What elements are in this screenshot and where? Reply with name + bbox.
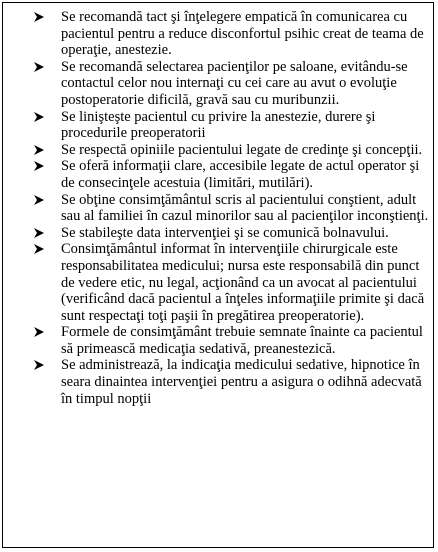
list-item	[34, 109, 434, 142]
document-frame	[2, 2, 434, 548]
arrowhead-bullet-icon	[34, 228, 44, 238]
list-item	[34, 357, 434, 407]
list-item-text: Se stabileşte data intervenţiei şi se comunică bolnavului.	[61, 224, 389, 241]
list-item-text: Se respectă opiniile pacientului legate de credinţe şi concepţii.	[61, 141, 423, 158]
arrowhead-bullet-icon	[34, 145, 44, 155]
arrowhead-bullet-icon	[34, 12, 44, 22]
list-item	[34, 59, 434, 109]
arrowhead-bullet-icon	[34, 161, 44, 171]
list-item-text: Se obţine consimţământul scris al pacientului conştient, adult sau al familiei în cazul minorilor sau al pacienţilor inconştienţi.	[61, 191, 429, 225]
list-item	[34, 225, 434, 242]
arrowhead-bullet-icon	[34, 360, 44, 370]
arrowhead-bullet-icon	[34, 327, 44, 337]
list-item	[34, 142, 434, 159]
list-item	[34, 9, 434, 59]
list-item-text: Se linişteşte pacientul cu privire la anestezie, durere şi procedurile preoperatorii	[61, 108, 376, 142]
arrowhead-bullet-icon	[34, 244, 44, 254]
list-item-text: Consimţământul informat în intervenţiile chirurgicale este responsabilitatea medicului; nursa este responsabilă din punct de vedere etic, nu legal, acţionând ca un avocat al pacientului (verificând dacă pacientul a înţeles informaţiile primite şi dacă sunt respectaţi toţi paşii în pregătirea preoperatorie).	[61, 241, 425, 324]
list-item-text: Se administrează, la indicaţia medicului sedative, hipnotice în seara dinaintea intervenţiei pentru a asigura o odihnă adecvată în timpul nopţii	[61, 357, 422, 407]
list-item	[34, 192, 434, 225]
recommendation-list	[34, 9, 434, 407]
list-item-text: Se recomandă selectarea pacienţilor pe saloane, evitându-se contactul celor nou internaţi cu cei care au avut o evoluţie postoperatorie dificilă, gravă sau cu muribunzii.	[61, 58, 408, 108]
list-item	[34, 158, 434, 191]
list-item	[34, 324, 434, 357]
list-item-text: Formele de consimţământ trebuie semnate înainte ca pacientul să primească medicaţia sedativă, preanestezică.	[61, 324, 423, 357]
arrowhead-bullet-icon	[34, 62, 44, 72]
list-item	[34, 241, 434, 324]
arrowhead-bullet-icon	[34, 195, 44, 205]
list-item-text: Se oferă informaţii clare, accesibile legate de actul operator şi de consecinţele acestuia (limitări, mutilări).	[61, 158, 420, 191]
arrowhead-bullet-icon	[34, 112, 44, 122]
list-item-text: Se recomandă tact şi înţelegere empatică în comunicarea cu pacientul pentru a reduce disconfortul psihic creat de teama de operaţie, anestezie.	[61, 9, 424, 59]
